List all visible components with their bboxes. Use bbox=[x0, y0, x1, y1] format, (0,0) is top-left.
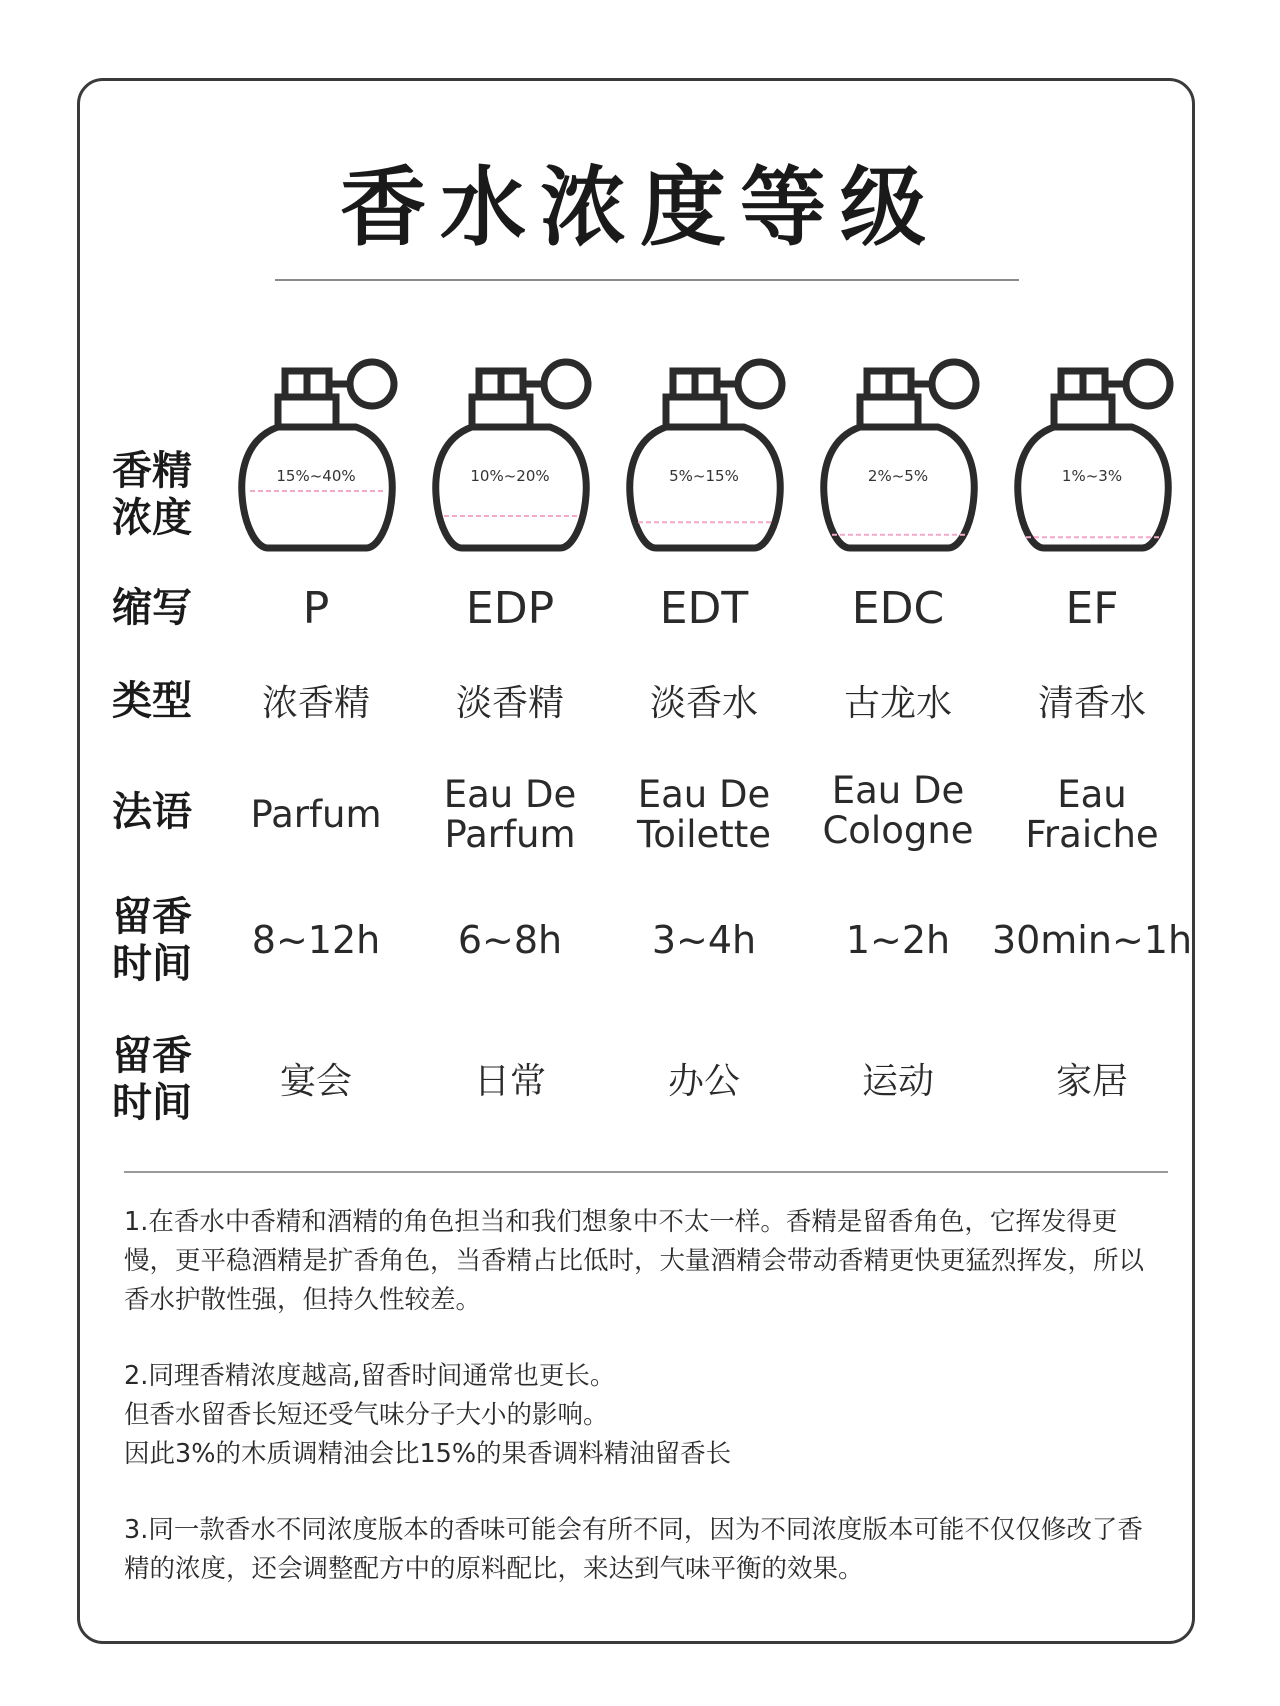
perfume-bottle-icon-edc bbox=[820, 355, 980, 555]
row-label-occasion: 留香 时间 bbox=[112, 1033, 192, 1126]
abbr-ef: EF bbox=[1065, 582, 1119, 634]
row-label-duration: 留香 时间 bbox=[112, 894, 192, 987]
type-ef: 清香水 bbox=[1037, 682, 1146, 724]
duration-edp: 6~8h bbox=[457, 918, 563, 962]
abbr-edp: EDP bbox=[465, 582, 555, 634]
occasion-edt: 办公 bbox=[667, 1060, 740, 1102]
concentration-label: 1%~3% bbox=[1061, 467, 1123, 485]
page-title: 香水浓度等级 bbox=[340, 158, 940, 258]
duration-p: 8~12h bbox=[251, 918, 381, 962]
row-label-french: 法语 bbox=[112, 789, 192, 835]
concentration-label: 2%~5% bbox=[867, 467, 929, 485]
french-edc: Eau De Cologne bbox=[822, 769, 974, 852]
french-edt: Eau De Toilette bbox=[636, 773, 772, 856]
notes-divider bbox=[124, 1171, 1168, 1173]
abbr-p: P bbox=[302, 582, 330, 634]
duration-edc: 1~2h bbox=[845, 918, 951, 962]
row-label-concentration: 香精 浓度 bbox=[112, 448, 192, 541]
occasion-edc: 运动 bbox=[861, 1060, 934, 1102]
french-p: Parfum bbox=[250, 793, 382, 836]
duration-ef: 30min~1h bbox=[991, 918, 1193, 962]
perfume-bottle-icon-ef bbox=[1014, 355, 1174, 555]
abbr-edt: EDT bbox=[659, 582, 749, 634]
perfume-bottle-icon-edp bbox=[432, 355, 592, 555]
french-ef: Eau Fraiche bbox=[1025, 773, 1159, 856]
title-divider bbox=[275, 279, 1019, 281]
concentration-label: 15%~40% bbox=[276, 467, 356, 485]
note-1: 1.在香水中香精和酒精的角色担当和我们想象中不太一样。香精是留香角色，它挥发得更慢，更平稳酒精是扩香角色，当香精占比低时，大量酒精会带动香精更快更猛烈挥发，所以香水护散性强，但持久性较差。 bbox=[124, 1207, 1145, 1315]
type-edt: 淡香水 bbox=[649, 682, 758, 724]
occasion-edp: 日常 bbox=[473, 1060, 546, 1102]
row-label-type: 类型 bbox=[112, 678, 192, 724]
abbr-edc: EDC bbox=[851, 582, 945, 634]
duration-edt: 3~4h bbox=[651, 918, 757, 962]
type-edp: 淡香精 bbox=[455, 682, 564, 724]
type-edc: 古龙水 bbox=[843, 682, 952, 724]
perfume-bottle-icon-edt bbox=[626, 355, 786, 555]
row-label-abbreviation: 缩写 bbox=[112, 585, 192, 631]
concentration-label: 10%~20% bbox=[470, 467, 550, 485]
type-p: 浓香精 bbox=[261, 682, 370, 724]
occasion-p: 宴会 bbox=[279, 1060, 352, 1102]
notes-section bbox=[124, 1203, 1164, 1626]
concentration-label: 5%~15% bbox=[669, 467, 739, 485]
perfume-bottle-icon-p bbox=[238, 355, 398, 555]
note-3: 3.同一款香水不同浓度版本的香味可能会有所不同，因为不同浓度版本可能不仅仅修改了香精的浓度，还会调整配方中的原料配比，来达到气味平衡的效果。 bbox=[124, 1515, 1143, 1584]
occasion-ef: 家居 bbox=[1055, 1060, 1128, 1102]
note-2: 2.同理香精浓度越高,留香时间通常也更长。 但香水留香长短还受气味分子大小的影响。 因此3%的木质调精油会比15%的果香调料精油留香长 bbox=[124, 1361, 732, 1469]
french-edp: Eau De Parfum bbox=[443, 773, 577, 856]
